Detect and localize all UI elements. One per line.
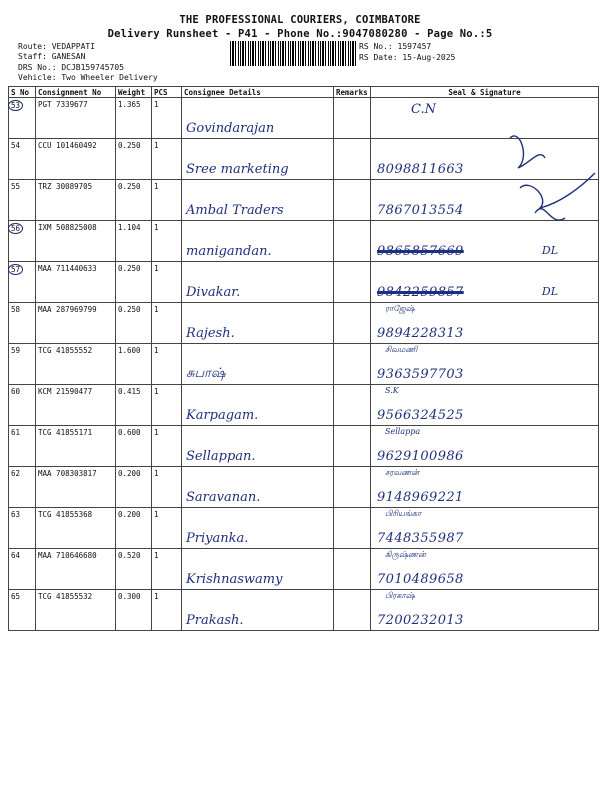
- table-header-row: [9, 87, 599, 98]
- table-row: [9, 549, 599, 590]
- phone-handwriting: 9363597703: [377, 367, 464, 382]
- phone-handwriting: 8098811663: [377, 162, 464, 177]
- phone-handwriting: 9865857669: [377, 244, 464, 259]
- row-weight: 0.300: [116, 590, 152, 631]
- row-seal: [371, 426, 599, 467]
- company-title: THE PROFESSIONAL COURIERS, COIMBATORE: [179, 14, 421, 26]
- sno-value: 55: [11, 182, 21, 191]
- phone-handwriting: 9566324525: [377, 408, 464, 423]
- phone-handwriting: 7200232013: [377, 613, 464, 628]
- consignee-handwriting: Priyanka.: [186, 531, 249, 546]
- row-remarks: [334, 180, 371, 221]
- table-row: [9, 344, 599, 385]
- runsheet-subtitle: Delivery Runsheet - P41 - Phone No.:9047080280 - Page No.:5: [107, 28, 493, 40]
- row-remarks: [334, 139, 371, 180]
- row-seal: [371, 467, 599, 508]
- row-remarks: [334, 98, 371, 139]
- consignee-handwriting: Saravanan.: [186, 490, 261, 505]
- seal-note: கிருஷ்ணன்: [385, 550, 426, 559]
- row-weight: 1.104: [116, 221, 152, 262]
- consignee-handwriting: சுபாஷ்: [186, 366, 226, 381]
- col-sno: S No: [9, 87, 36, 98]
- sno-value: 61: [11, 428, 21, 437]
- phone-handwriting: 7010489658: [377, 572, 464, 587]
- consignee-handwriting: Divakar.: [186, 285, 241, 300]
- seal-note: பிரகாஷ்: [385, 591, 415, 600]
- row-weight: 0.200: [116, 467, 152, 508]
- sno-value: 57: [8, 264, 23, 275]
- table-row: [9, 385, 599, 426]
- row-sno: [9, 344, 36, 385]
- row-pcs: 1: [152, 344, 182, 385]
- sno-value: 65: [11, 592, 21, 601]
- col-weight: Weight: [116, 87, 152, 98]
- row-sno: [9, 262, 36, 303]
- row-weight: 0.250: [116, 139, 152, 180]
- row-remarks: [334, 590, 371, 631]
- row-sno: [9, 303, 36, 344]
- consignee-handwriting: Sree marketing: [186, 162, 289, 177]
- row-sno: [9, 508, 36, 549]
- row-pcs: 1: [152, 221, 182, 262]
- row-pcs: 1: [152, 590, 182, 631]
- row-consignment: MAA 710646680: [36, 549, 116, 590]
- row-consignee: [182, 385, 334, 426]
- row-consignee: [182, 467, 334, 508]
- table-row: [9, 508, 599, 549]
- row-consignee: [182, 139, 334, 180]
- row-consignee: [182, 303, 334, 344]
- phone-handwriting: 7448355987: [377, 531, 464, 546]
- sno-value: 54: [11, 141, 21, 150]
- phone-handwriting: 7867013554: [377, 203, 464, 218]
- col-pcs: PCS: [152, 87, 182, 98]
- row-weight: 0.520: [116, 549, 152, 590]
- consignee-handwriting: Krishnaswamy: [186, 572, 283, 587]
- phone-handwriting: 9894228313: [377, 326, 464, 341]
- row-seal: [371, 303, 599, 344]
- row-pcs: 1: [152, 508, 182, 549]
- row-weight: 0.200: [116, 508, 152, 549]
- sno-value: 53: [8, 100, 23, 111]
- consignee-handwriting: Karpagam.: [186, 408, 259, 423]
- row-consignment: TCG 41855368: [36, 508, 116, 549]
- row-remarks: [334, 508, 371, 549]
- consignee-handwriting: Govindarajan: [186, 121, 275, 136]
- table-row: [9, 426, 599, 467]
- row-consignee: [182, 344, 334, 385]
- consignee-handwriting: Sellappan.: [186, 449, 256, 464]
- row-sno: [9, 98, 36, 139]
- row-weight: 1.600: [116, 344, 152, 385]
- table-row: [9, 590, 599, 631]
- row-weight: 0.250: [116, 180, 152, 221]
- seal-note: DL: [541, 244, 558, 257]
- drs-label: DRS No.: DCJB159745705: [18, 63, 124, 72]
- row-pcs: 1: [152, 549, 182, 590]
- row-sno: [9, 590, 36, 631]
- row-seal: [371, 344, 599, 385]
- phone-handwriting: 9148969221: [377, 490, 464, 505]
- sno-value: 60: [11, 387, 21, 396]
- table-row: [9, 303, 599, 344]
- row-sno: [9, 221, 36, 262]
- col-remarks: Remarks: [334, 87, 371, 98]
- rs-number: RS No.: 1597457: [359, 42, 432, 51]
- row-remarks: [334, 385, 371, 426]
- col-consignee: Consignee Details: [182, 87, 334, 98]
- sno-value: 62: [11, 469, 21, 478]
- vehicle-label: Vehicle: Two Wheeler Delivery: [18, 73, 158, 82]
- row-sno: [9, 426, 36, 467]
- row-consignment: TCG 41855171: [36, 426, 116, 467]
- row-sno: [9, 467, 36, 508]
- row-consignee: [182, 180, 334, 221]
- row-consignee: [182, 426, 334, 467]
- row-consignment: KCM 21590477: [36, 385, 116, 426]
- consignee-handwriting: Ambal Traders: [186, 203, 284, 218]
- col-consignment: Consignment No: [36, 87, 116, 98]
- row-consignee: [182, 549, 334, 590]
- row-pcs: 1: [152, 262, 182, 303]
- row-consignment: PGT 7339677: [36, 98, 116, 139]
- seal-note: சரவணன்: [385, 468, 420, 477]
- consignee-handwriting: Prakash.: [186, 613, 244, 628]
- row-pcs: 1: [152, 426, 182, 467]
- row-consignee: [182, 262, 334, 303]
- sno-value: 56: [8, 223, 23, 234]
- row-remarks: [334, 221, 371, 262]
- row-pcs: 1: [152, 180, 182, 221]
- row-pcs: 1: [152, 98, 182, 139]
- row-seal: [371, 385, 599, 426]
- row-consignee: [182, 221, 334, 262]
- phone-handwriting: 9629100986: [377, 449, 464, 464]
- row-sno: [9, 180, 36, 221]
- row-pcs: 1: [152, 467, 182, 508]
- row-sno: [9, 385, 36, 426]
- row-weight: 1.365: [116, 98, 152, 139]
- row-remarks: [334, 426, 371, 467]
- phone-handwriting: 9842259857: [377, 285, 464, 300]
- seal-note: C.N: [411, 102, 436, 117]
- row-consignee: [182, 98, 334, 139]
- staff-label: Staff: GANESAN: [18, 52, 86, 61]
- sno-value: 63: [11, 510, 21, 519]
- seal-note: S.K: [385, 386, 399, 395]
- row-seal: [371, 549, 599, 590]
- row-pcs: 1: [152, 139, 182, 180]
- row-seal: [371, 508, 599, 549]
- row-weight: 0.600: [116, 426, 152, 467]
- seal-note: ராஜேஷ்: [385, 304, 415, 313]
- signature-scribble: [490, 128, 600, 248]
- row-pcs: 1: [152, 385, 182, 426]
- table-row: [9, 262, 599, 303]
- row-consignment: MAA 711440633: [36, 262, 116, 303]
- row-weight: 0.250: [116, 303, 152, 344]
- route-label: Route: VEDAPPATI: [18, 42, 96, 51]
- row-weight: 0.250: [116, 262, 152, 303]
- row-remarks: [334, 262, 371, 303]
- row-seal: [371, 262, 599, 303]
- row-consignee: [182, 508, 334, 549]
- row-remarks: [334, 467, 371, 508]
- row-consignment: TCG 41855532: [36, 590, 116, 631]
- row-consignee: [182, 590, 334, 631]
- row-consignment: MAA 708303817: [36, 467, 116, 508]
- row-consignment: CCU 101460492: [36, 139, 116, 180]
- row-sno: [9, 549, 36, 590]
- row-remarks: [334, 344, 371, 385]
- col-seal: Seal & Signature: [371, 87, 599, 98]
- table-row: [9, 467, 599, 508]
- rs-date: RS Date: 15-Aug-2025: [359, 53, 456, 62]
- row-remarks: [334, 303, 371, 344]
- sno-value: 58: [11, 305, 21, 314]
- row-consignment: IXM 508825008: [36, 221, 116, 262]
- sno-value: 59: [11, 346, 21, 355]
- row-consignment: TCG 41855552: [36, 344, 116, 385]
- consignee-handwriting: manigandan.: [186, 244, 272, 259]
- consignee-handwriting: Rajesh.: [186, 326, 235, 341]
- row-weight: 0.415: [116, 385, 152, 426]
- row-consignment: TRZ 30089705: [36, 180, 116, 221]
- row-seal: [371, 590, 599, 631]
- row-remarks: [334, 549, 371, 590]
- seal-note: பிரியங்கா: [385, 509, 422, 518]
- seal-note: DL: [541, 285, 558, 298]
- row-consignment: MAA 287969799: [36, 303, 116, 344]
- row-sno: [9, 139, 36, 180]
- seal-note: Sellappa: [385, 427, 421, 436]
- row-pcs: 1: [152, 303, 182, 344]
- seal-note: சிவமணி: [385, 345, 418, 354]
- sno-value: 64: [11, 551, 21, 560]
- barcode: [230, 41, 356, 66]
